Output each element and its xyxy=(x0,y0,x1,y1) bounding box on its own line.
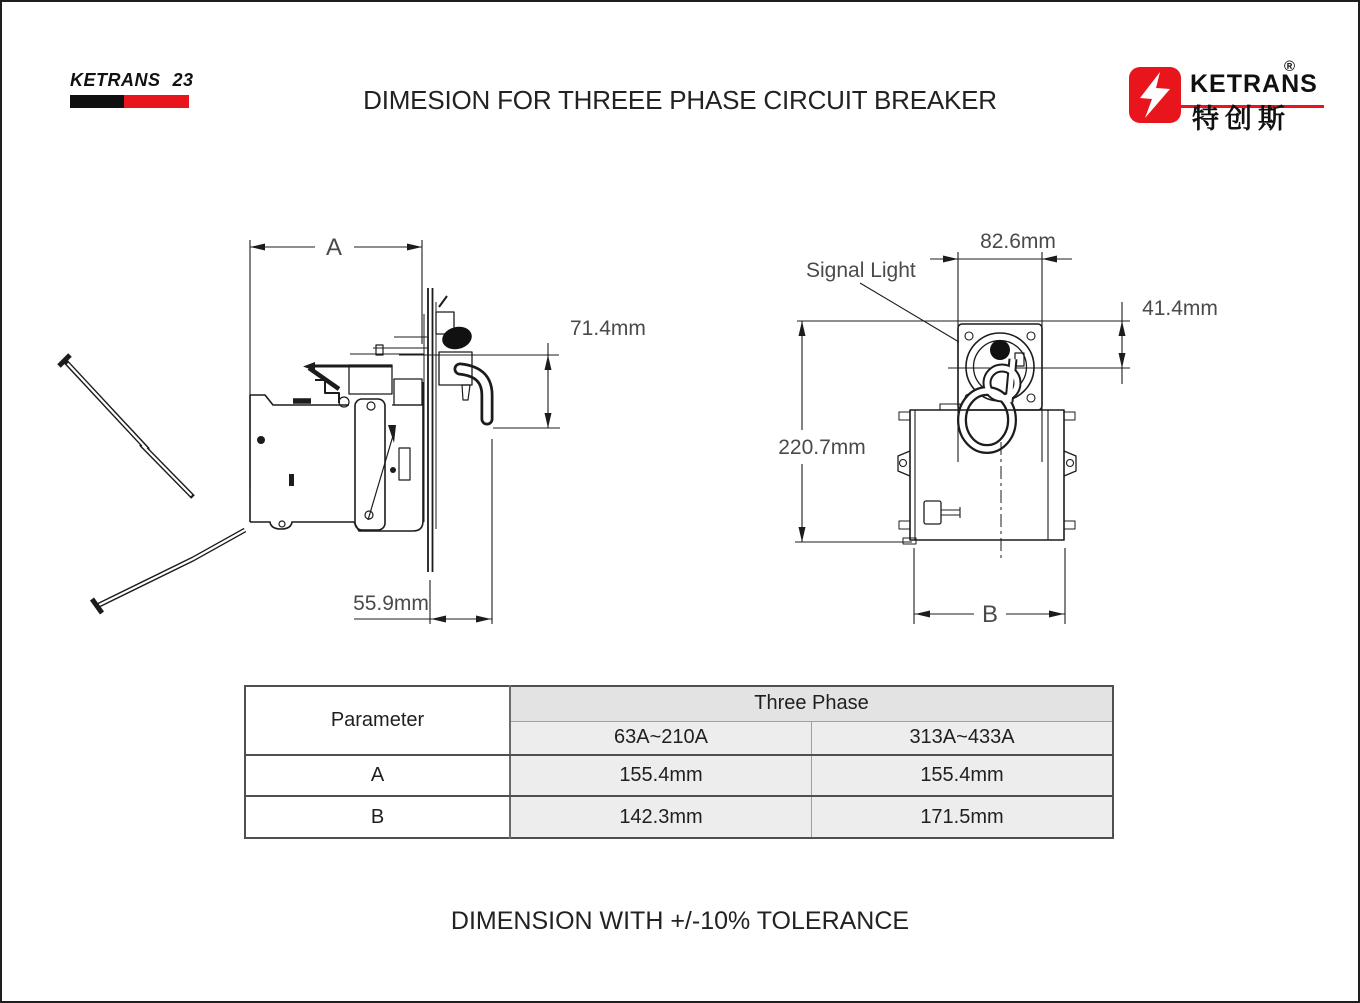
dim-label-b: B xyxy=(981,601,999,628)
row-a-value-1: 155.4mm xyxy=(510,755,812,796)
dim-220-7: 220.7mm xyxy=(778,436,866,459)
dim-label-a: A xyxy=(325,234,343,261)
registered-trademark-icon: ® xyxy=(1284,58,1296,75)
signal-light-label: Signal Light xyxy=(806,259,916,282)
dimension-table xyxy=(244,685,1114,839)
dimension-labels xyxy=(326,230,1218,628)
dim-41-4: 41.4mm xyxy=(1142,297,1218,320)
row-a-parameter: A xyxy=(245,755,510,796)
dim-71-4: 71.4mm xyxy=(570,317,646,340)
ketrans-23-number: 23 xyxy=(172,70,194,90)
table-subheader-63a-210a: 63A~210A xyxy=(510,721,812,755)
table-header-parameter: Parameter xyxy=(245,686,510,755)
technical-drawings xyxy=(2,2,1358,1001)
row-b-value-1: 142.3mm xyxy=(510,796,812,838)
dim-55-9: 55.9mm xyxy=(353,592,429,615)
row-a-value-2: 155.4mm xyxy=(812,755,1114,796)
side-view-drawing xyxy=(59,240,560,624)
ketrans-23-brand: KETRANS xyxy=(70,70,161,90)
ketrans-chinese-text: 特创斯 xyxy=(1192,104,1291,134)
dim-82-6: 82.6mm xyxy=(980,230,1056,253)
row-b-value-2: 171.5mm xyxy=(812,796,1114,838)
ketrans-brand-text: KETRANS xyxy=(1190,70,1318,98)
table-row-b xyxy=(245,796,1113,838)
tolerance-note: DIMENSION WITH +/-10% TOLERANCE xyxy=(450,907,910,935)
table-header-three-phase: Three Phase xyxy=(510,686,1113,721)
page-title: DIMESION FOR THREEE PHASE CIRCUIT BREAKER xyxy=(363,85,997,115)
table-row-a xyxy=(245,755,1113,796)
row-b-parameter: B xyxy=(245,796,510,838)
table-subheader-313a-433a: 313A~433A xyxy=(812,721,1114,755)
